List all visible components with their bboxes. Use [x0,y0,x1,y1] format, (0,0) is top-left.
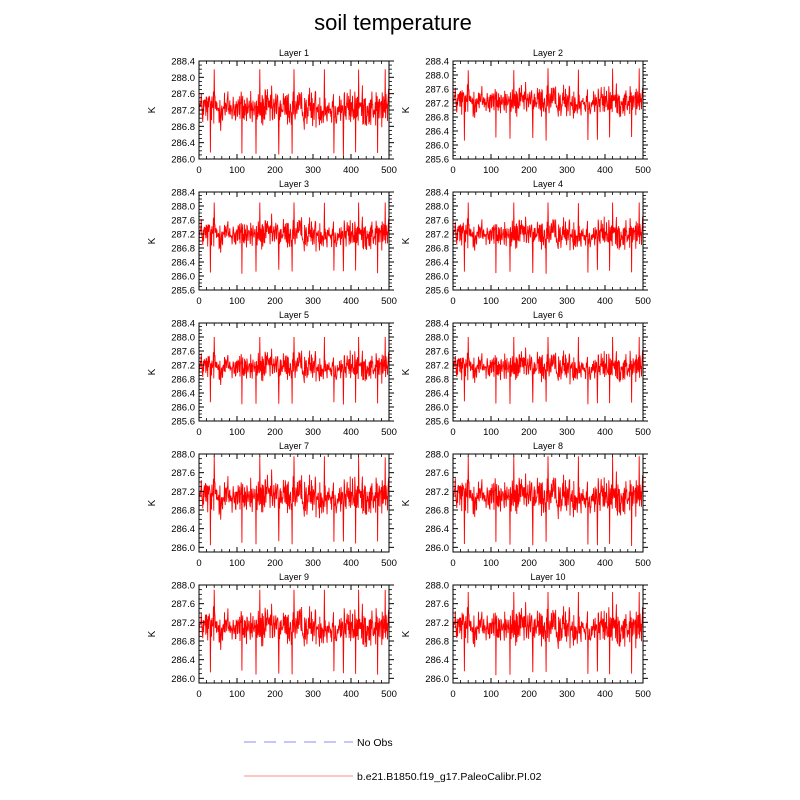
y-tick-label: 287.6 [171,599,195,611]
x-tick-label: 100 [229,689,245,700]
x-tick-label: 0 [196,558,202,569]
x-tick-label: 400 [597,558,613,569]
x-tick-label: 300 [305,165,321,176]
x-tick-label: 500 [381,296,397,307]
x-tick-label: 0 [450,296,456,307]
panel-title: Layer 2 [532,48,564,58]
x-tick-label: 100 [483,296,499,307]
y-axis-label: K [147,106,158,114]
y-tick-label: 286.4 [171,138,195,150]
y-tick-label: 286.4 [425,257,449,269]
y-axis-label: K [147,368,158,376]
panel-title: Layer 4 [532,179,564,189]
y-tick-label: 287.2 [171,229,195,241]
y-tick-label: 288.0 [425,201,449,213]
x-tick-label: 100 [229,296,245,307]
x-tick-label: 300 [305,558,321,569]
y-tick-label: 286.4 [171,655,195,667]
y-tick-label: 286.8 [425,374,449,386]
x-tick-label: 400 [343,427,359,438]
x-tick-label: 200 [267,296,283,307]
y-tick-label: 286.8 [425,505,449,517]
y-axis-label: K [401,499,412,507]
x-tick-label: 200 [267,558,283,569]
y-tick-label: 287.6 [425,468,449,480]
panel-layer-9 [147,572,397,700]
x-tick-label: 400 [597,427,613,438]
x-tick-label: 500 [635,558,651,569]
x-tick-label: 300 [305,427,321,438]
y-tick-label: 286.8 [425,112,449,124]
x-tick-label: 500 [381,165,397,176]
panel-layer-2 [401,48,651,176]
x-tick-label: 500 [381,427,397,438]
panel-title: Layer 1 [278,48,310,58]
series-line [453,592,643,675]
y-tick-label: 287.6 [171,346,195,358]
x-tick-label: 200 [521,427,537,438]
y-tick-label: 286.0 [425,140,449,152]
x-tick-label: 100 [483,689,499,700]
panel-layer-6 [401,310,651,438]
x-tick-label: 200 [521,296,537,307]
y-tick-label: 287.2 [425,360,449,372]
y-tick-label: 287.6 [171,468,195,480]
series-line [453,456,643,546]
y-tick-label: 287.2 [171,617,195,629]
y-tick-label: 285.6 [425,285,449,297]
series-line [453,337,643,404]
x-tick-label: 500 [635,427,651,438]
series-line [199,590,389,675]
y-tick-label: 288.4 [171,187,195,199]
x-tick-label: 0 [450,558,456,569]
x-tick-label: 400 [343,165,359,176]
y-tick-label: 286.8 [171,636,195,648]
y-tick-label: 288.0 [171,332,195,344]
y-tick-label: 285.6 [171,416,195,428]
panel-title: Layer 5 [278,310,310,320]
x-tick-label: 300 [305,689,321,700]
series-line [199,456,389,545]
x-tick-label: 100 [229,558,245,569]
y-tick-label: 288.4 [425,318,449,330]
x-tick-label: 400 [597,296,613,307]
y-tick-label: 288.0 [171,580,195,592]
x-tick-label: 200 [267,427,283,438]
y-axis-label: K [401,237,412,245]
y-tick-label: 286.8 [171,374,195,386]
y-tick-label: 288.4 [425,187,449,199]
y-tick-label: 287.6 [425,346,449,358]
y-tick-label: 288.0 [425,70,449,82]
y-tick-label: 287.2 [425,98,449,110]
x-tick-label: 500 [381,689,397,700]
y-axis-label: K [147,237,158,245]
x-tick-label: 100 [483,427,499,438]
x-tick-label: 100 [229,427,245,438]
x-tick-label: 300 [559,427,575,438]
series-line [199,203,389,274]
y-tick-label: 286.0 [171,154,195,166]
y-tick-label: 288.0 [425,332,449,344]
y-tick-label: 286.4 [425,126,449,138]
x-tick-label: 200 [521,558,537,569]
y-tick-label: 288.0 [171,72,195,84]
y-tick-label: 286.4 [171,524,195,536]
y-tick-label: 288.0 [171,201,195,213]
legend [244,737,542,783]
legend-label-no-obs: No Obs [357,737,393,749]
x-tick-label: 100 [229,165,245,176]
x-tick-label: 300 [559,296,575,307]
x-tick-label: 400 [597,165,613,176]
y-tick-label: 286.0 [171,673,195,685]
x-tick-label: 500 [381,558,397,569]
y-tick-label: 286.4 [425,655,449,667]
y-tick-label: 285.6 [425,416,449,428]
panel-layer-5 [147,310,397,438]
y-tick-label: 287.6 [171,215,195,227]
y-tick-label: 286.8 [171,505,195,517]
y-tick-label: 286.8 [171,121,195,133]
y-axis-label: K [147,499,158,507]
x-tick-label: 0 [450,427,456,438]
y-tick-label: 286.4 [425,524,449,536]
y-tick-label: 287.2 [171,105,195,117]
y-axis-label: K [147,630,158,638]
panel-layer-10 [401,572,651,700]
y-tick-label: 287.2 [171,486,195,498]
y-tick-label: 286.8 [171,243,195,255]
panel-layer-7 [147,441,397,569]
y-tick-label: 288.4 [171,318,195,330]
y-tick-label: 288.0 [425,580,449,592]
x-tick-label: 0 [450,689,456,700]
panel-title: Layer 7 [278,441,310,451]
panel-title: Layer 3 [278,179,310,189]
x-tick-label: 0 [450,165,456,176]
y-tick-label: 286.4 [171,257,195,269]
series-line [199,337,389,405]
panel-layer-1 [147,48,397,176]
x-tick-label: 500 [635,689,651,700]
x-tick-label: 400 [343,689,359,700]
panel-title: Layer 8 [532,441,564,451]
x-tick-label: 100 [483,558,499,569]
x-tick-label: 300 [559,558,575,569]
y-tick-label: 286.0 [425,402,449,414]
x-tick-label: 500 [635,296,651,307]
y-tick-label: 287.6 [425,599,449,611]
x-tick-label: 300 [559,165,575,176]
series-line [453,203,643,274]
y-tick-label: 286.0 [171,402,195,414]
x-tick-label: 0 [196,165,202,176]
panel-title: Layer 10 [530,572,566,582]
x-tick-label: 400 [343,558,359,569]
y-tick-label: 288.4 [425,56,449,68]
y-axis-label: K [401,106,412,114]
chart-title: soil temperature [314,10,472,35]
y-tick-label: 288.4 [171,56,195,68]
x-tick-label: 500 [635,165,651,176]
panel-layer-8 [401,441,651,569]
y-tick-label: 286.0 [171,271,195,283]
y-tick-label: 288.0 [171,449,195,461]
x-tick-label: 200 [521,165,537,176]
x-tick-label: 300 [305,296,321,307]
panel-title: Layer 9 [278,572,310,582]
y-tick-label: 286.4 [171,388,195,400]
panel-layer-3 [147,179,397,307]
y-tick-label: 288.0 [425,449,449,461]
panel-layer-4 [401,179,651,307]
x-tick-label: 0 [196,689,202,700]
y-tick-label: 287.2 [425,617,449,629]
x-tick-label: 200 [267,689,283,700]
x-tick-label: 100 [483,165,499,176]
series-line [199,69,389,157]
y-tick-label: 286.4 [425,388,449,400]
y-tick-label: 287.6 [425,215,449,227]
y-tick-label: 286.0 [425,673,449,685]
y-tick-label: 286.0 [425,542,449,554]
y-tick-label: 286.8 [425,636,449,648]
y-tick-label: 286.0 [425,271,449,283]
y-tick-label: 286.8 [425,243,449,255]
y-tick-label: 287.2 [171,360,195,372]
x-tick-label: 0 [196,296,202,307]
y-tick-label: 287.2 [425,229,449,241]
x-tick-label: 400 [597,689,613,700]
legend-label-model-run: b.e21.B1850.f19_g17.PaleoCalibr.PI.02 [357,771,542,783]
series-line [453,68,643,140]
y-tick-label: 285.6 [171,285,195,297]
x-tick-label: 0 [196,427,202,438]
x-tick-label: 300 [559,689,575,700]
panel-grid [147,48,651,700]
y-tick-label: 285.6 [425,154,449,166]
panel-title: Layer 6 [532,310,564,320]
x-tick-label: 200 [521,689,537,700]
y-tick-label: 287.6 [171,89,195,101]
y-tick-label: 286.0 [171,542,195,554]
y-axis-label: K [401,368,412,376]
x-tick-label: 400 [343,296,359,307]
x-tick-label: 200 [267,165,283,176]
y-axis-label: K [401,630,412,638]
y-tick-label: 287.6 [425,84,449,96]
y-tick-label: 287.2 [425,486,449,498]
